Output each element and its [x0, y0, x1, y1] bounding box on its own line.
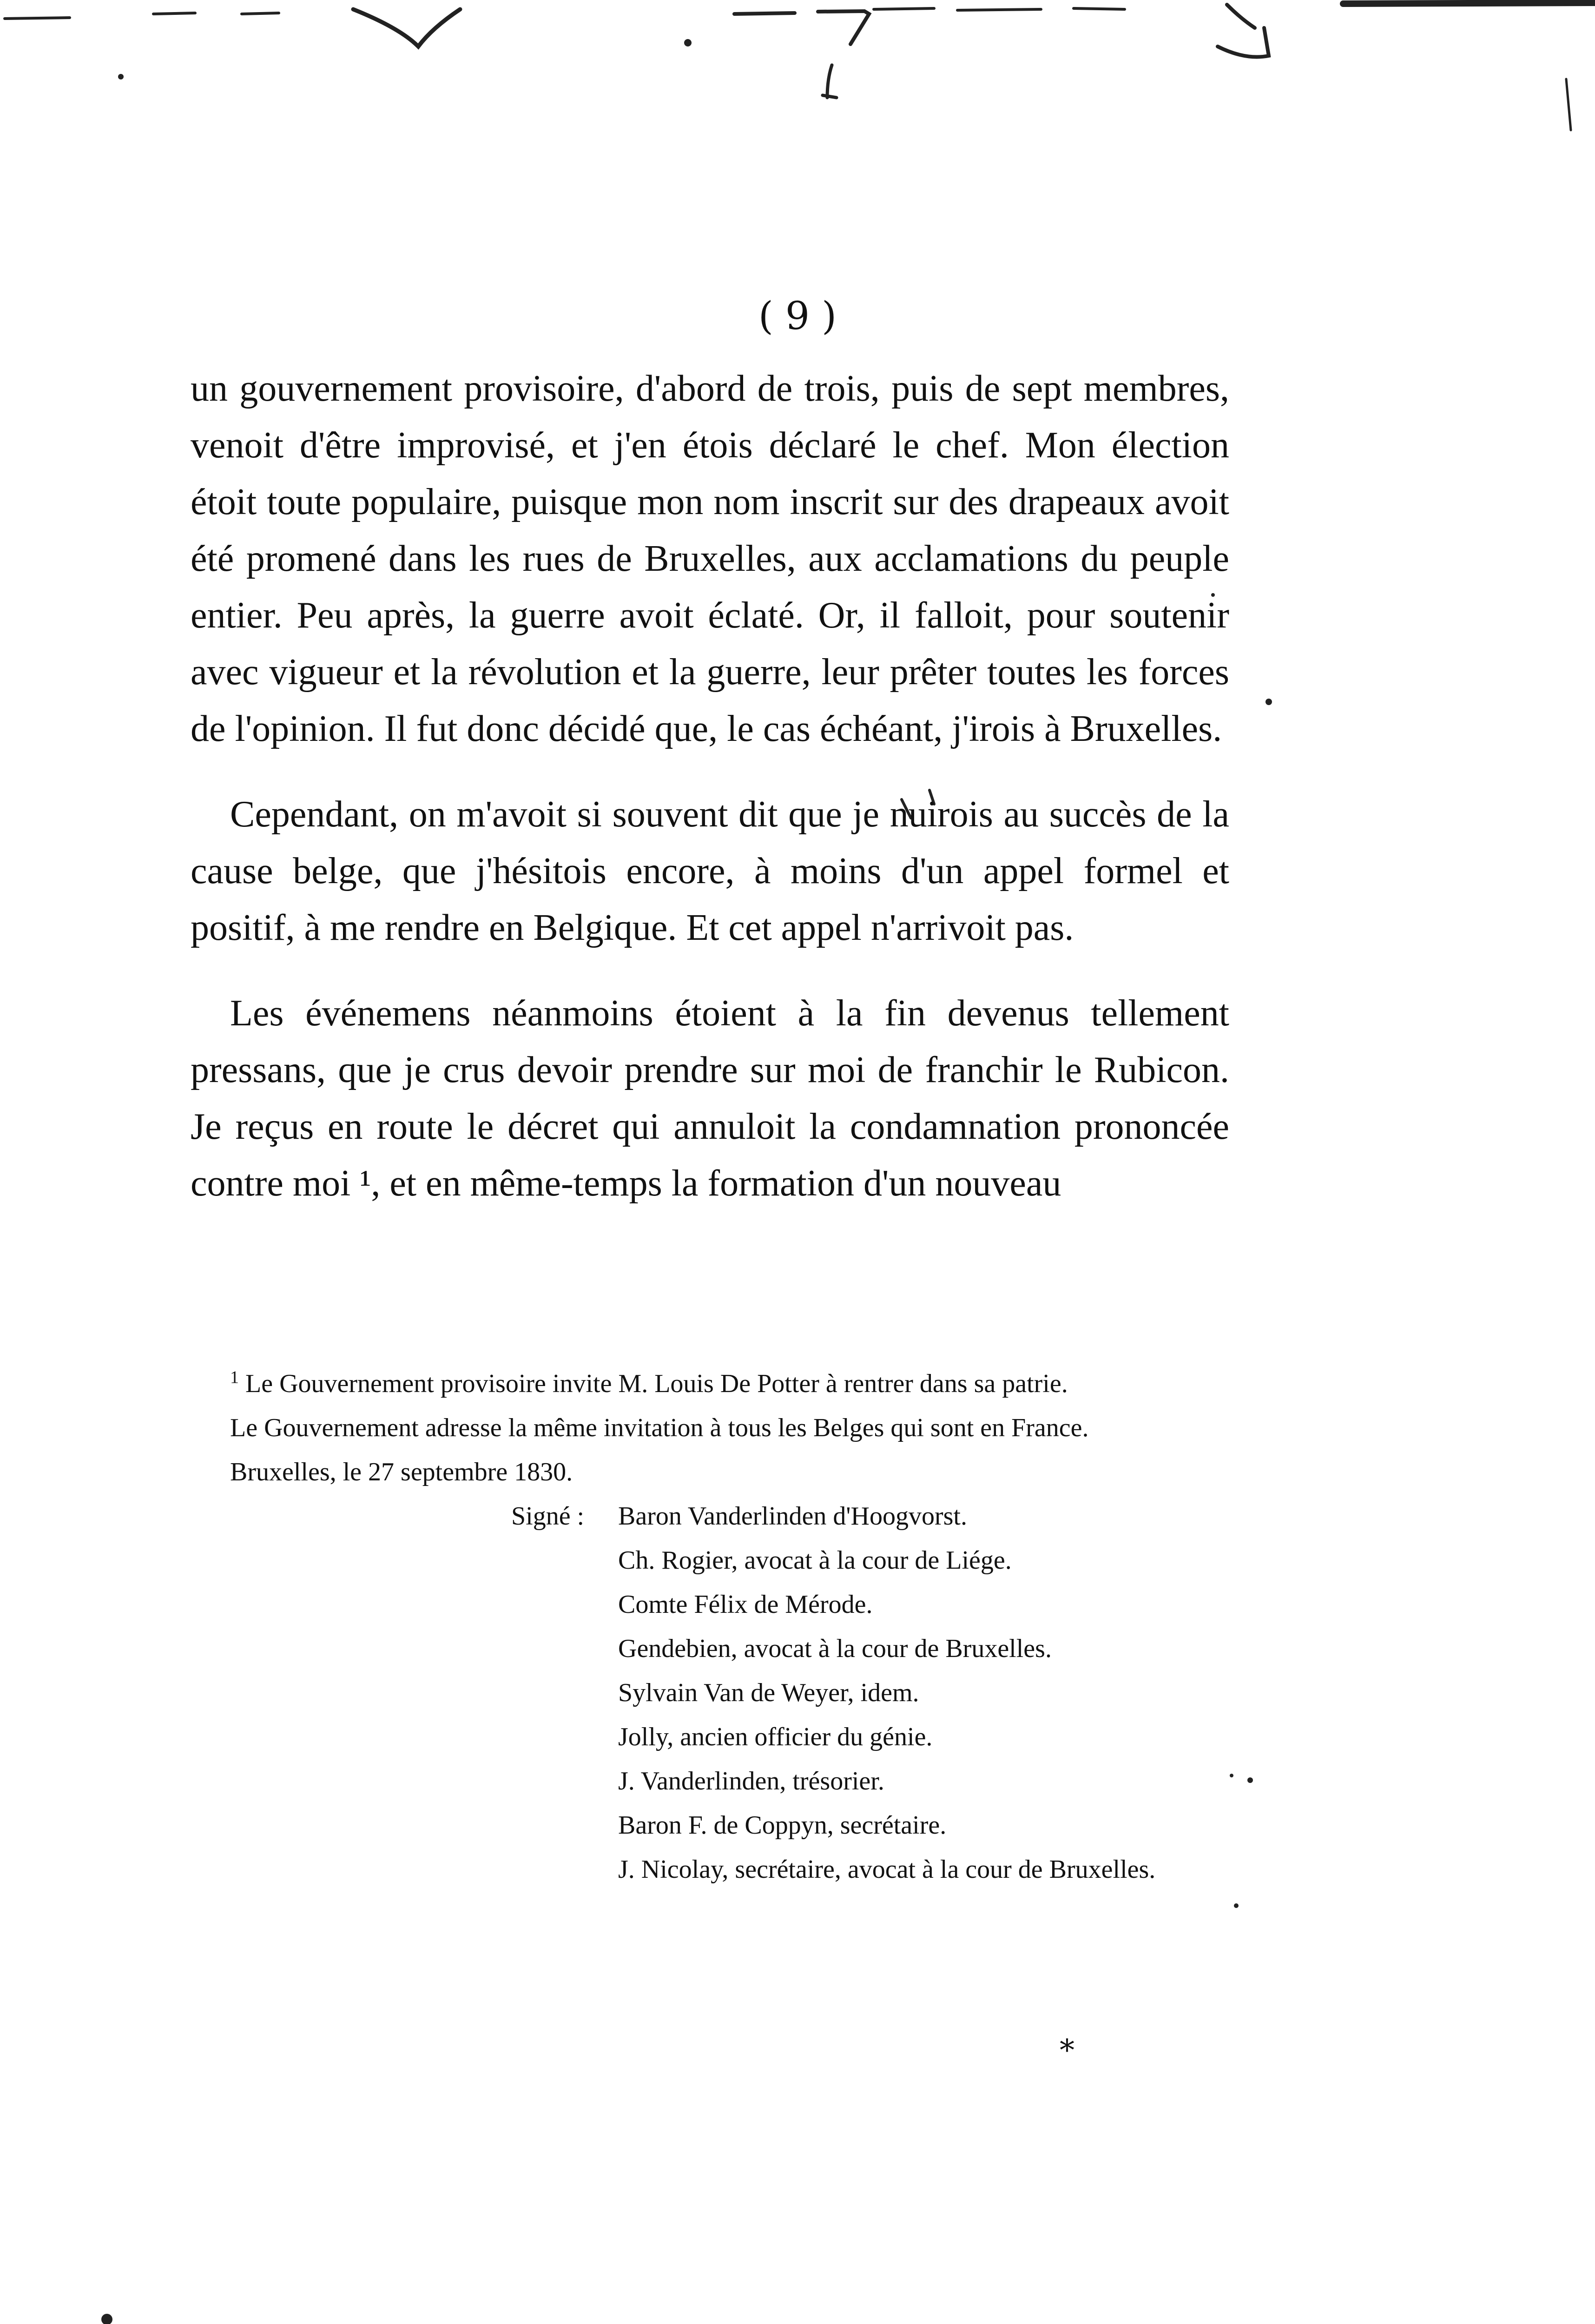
signed-label: Signé :: [511, 1502, 585, 1531]
body-text: [191, 360, 1229, 1241]
signatory-line: Sylvain Van de Weyer, idem.: [618, 1678, 919, 1707]
signatory-line: Gendebien, avocat à la cour de Bruxelles.: [618, 1634, 1052, 1663]
signatory-line: Jolly, ancien officier du génie.: [618, 1723, 933, 1751]
footnote: [191, 1362, 1229, 1892]
footnote-text: Le Gouvernement provisoire invite M. Louis De Potter à rentrer dans sa patrie.: [245, 1369, 1068, 1398]
signatory-line: Baron F. de Coppyn, secrétaire.: [618, 1811, 947, 1840]
signatory-line: Comte Félix de Mérode.: [618, 1590, 873, 1619]
paragraph: Cependant, on m'avoit si souvent dit que je nuirois au succès de la cause belge, que j'hésitois encore, à moins d'un appel formel et positif, à me rendre en Belgique. Et cet appel n'arrivoit pas.: [191, 794, 1229, 948]
footnote-line: [191, 1362, 1229, 1406]
signatory-line: Ch. Rogier, avocat à la cour de Liége.: [618, 1546, 1012, 1575]
footnote-date: Bruxelles, le 27 septembre 1830.: [230, 1458, 573, 1486]
footnote-marker: 1: [230, 1367, 239, 1387]
ornament-asterisk: *: [1060, 2034, 1074, 2068]
signatory-line: J. Vanderlinden, trésorier.: [618, 1767, 884, 1796]
footnote-line: Le Gouvernement adresse la même invitation à tous les Belges qui sont en France.: [230, 1413, 1089, 1442]
paragraph: Les événemens néanmoins étoient à la fin devenus tellement pressans, que je crus devoir prendre sur moi de franchir le Rubicon. Je reçus en route le décret qui annuloit la condamnation prononcée contre moi ¹, et en même-temps la formation d'un nouveau: [191, 993, 1229, 1204]
signatory-line: Baron Vanderlinden d'Hoogvorst.: [618, 1502, 967, 1531]
page-number: ( 9 ): [758, 294, 837, 338]
paragraph: un gouvernement provisoire, d'abord de trois, puis de sept membres, venoit d'être improvisé, et j'en étois déclaré le chef. Mon élection étoit toute populaire, puisque mon nom inscrit sur des drapeaux avoit été promené dans les rues de Bruxelles, aux acclamations du peuple entier. Peu après, la guerre avoit éclaté. Or, il falloit, pour soutenir avec vigueur et la révolution et la guerre, leur prêter toutes les forces de l'opinion. Il fut donc décidé que, le cas échéant, j'irois à Bruxelles.: [191, 368, 1229, 749]
signatory-line: J. Nicolay, secrétaire, avocat à la cour de Bruxelles.: [618, 1855, 1156, 1884]
